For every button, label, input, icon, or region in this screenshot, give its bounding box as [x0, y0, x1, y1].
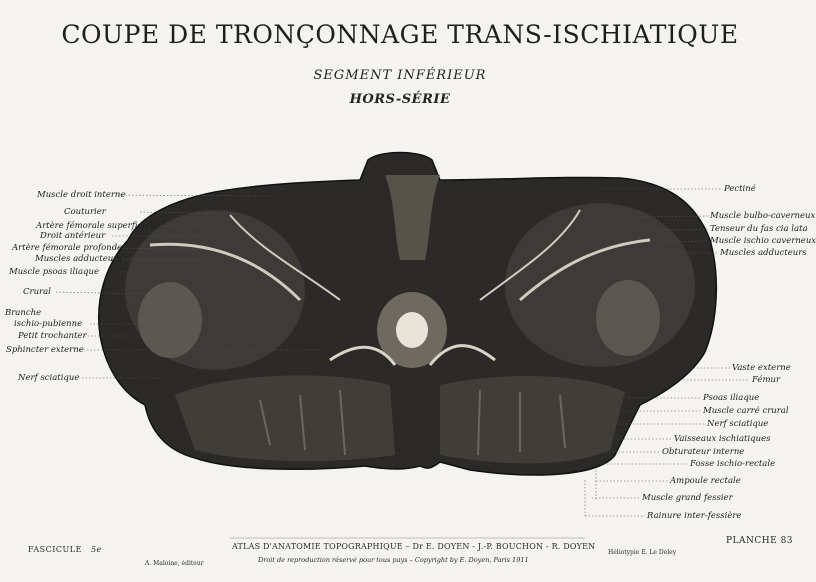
label-artere-femorale-profonde: Artère fémorale profonde [12, 243, 123, 253]
label-nerf-sciatique-right: Nerf sciatique [707, 419, 769, 429]
label-muscle-ischio-caverneux: Muscle ischio caverneux [710, 236, 816, 246]
label-crural: Crural [23, 287, 51, 297]
label-muscle-carre-crural: Muscle carré crural [703, 406, 789, 416]
label-femur: Fémur [752, 375, 781, 385]
footer-atlas-credit: ATLAS D'ANATOMIE TOPOGRAPHIQUE – Dr E. DOYEN - J.-P. BOUCHON - R. DOYEN [232, 542, 596, 551]
rectal-lumen [396, 312, 428, 348]
label-psoas-iliaque: Psoas iliaque [703, 393, 760, 403]
left-femur [138, 282, 202, 358]
plate-subtitle: SEGMENT INFÉRIEUR [313, 68, 487, 83]
right-thigh-muscles [505, 203, 695, 367]
label-muscles-adducteurs-left: Muscles adducteurs [35, 254, 122, 264]
label-artere-femorale-superficielle: Artère fémorale superficielle [36, 221, 161, 231]
label-muscle-psoas-iliaque: Muscle psoas iliaque [9, 267, 99, 277]
label-muscle-grand-fessier: Muscle grand fessier [642, 493, 733, 503]
footer-printer: Héliotypie E. Le Deley [608, 549, 677, 556]
right-femur [596, 280, 660, 356]
label-muscle-bulbo-caverneux: Muscle bulbo-caverneux [710, 211, 816, 221]
label-tenseur-fascia-lata: Tenseur du fas cia lata [710, 224, 808, 234]
label-ampoule-rectale: Ampoule rectale [670, 476, 741, 486]
label-vaisseaux-ischiatiques: Vaisseaux ischiatiques [674, 434, 771, 444]
left-gluteus [175, 375, 395, 461]
label-rainure-inter-fessiere: Rainure inter-fessière [647, 511, 742, 521]
plate-title: COUPE DE TRONÇONNAGE TRANS-ISCHIATIQUE [61, 20, 739, 49]
right-gluteus [440, 376, 625, 463]
label-pectine: Pectiné [724, 184, 756, 194]
label-sphincter-externe: Sphincter externe [6, 345, 84, 355]
label-nerf-sciatique-left: Nerf sciatique [18, 373, 80, 383]
label-obturateur-interne: Obturateur interne [662, 447, 745, 457]
footer-publisher: A. Maloine, éditeur [145, 560, 204, 567]
label-ischio-pubienne: ischio-pubienne [14, 319, 83, 329]
footer-fascicule-label: FASCICULE [28, 545, 82, 554]
footer-copyright: Droit de reproduction réservé pour tous pays – Copyright by E. Doyen, Paris 1911 [258, 556, 529, 564]
label-muscles-adducteurs-right: Muscles adducteurs [720, 248, 807, 258]
footer-planche: PLANCHE 83 [726, 536, 794, 546]
label-branche: Branche [5, 308, 42, 318]
footer-fascicule [28, 545, 102, 554]
label-vaste-externe: Vaste externe [732, 363, 791, 373]
label-fosse-ischio-rectale: Fosse ischio-rectale [690, 459, 776, 469]
label-couturier: Couturier [64, 207, 106, 217]
label-petit-trochanter: Petit trochanter [18, 331, 87, 341]
label-droit-anterieur: Droit antérieur [40, 231, 106, 241]
label-muscle-droit-interne: Muscle droit interne [37, 190, 126, 200]
plate-series: HORS-SÉRIE [349, 92, 451, 107]
footer-fascicule-number: 5e [90, 545, 102, 554]
